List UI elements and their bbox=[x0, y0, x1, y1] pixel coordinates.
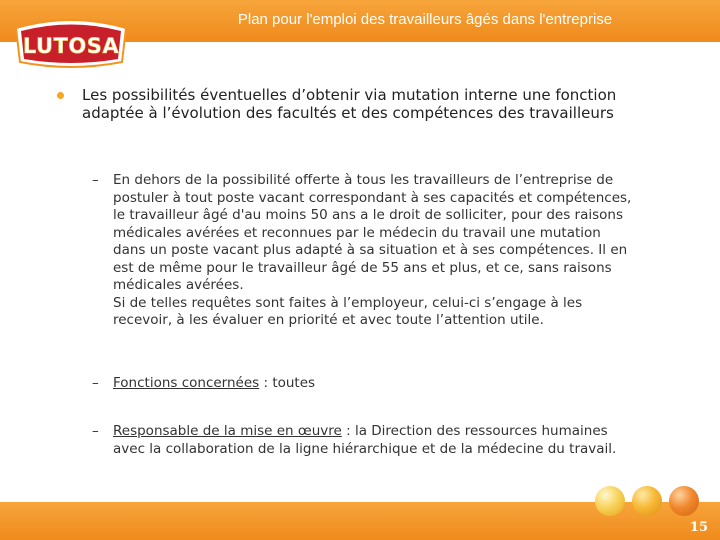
decorative-ball-icon bbox=[595, 486, 625, 516]
dash-marker: – bbox=[92, 172, 99, 188]
decorative-ball-icon bbox=[669, 486, 699, 516]
sub-item-mutation bbox=[113, 172, 633, 330]
sub-item-text: : toutes bbox=[259, 375, 316, 391]
sub-item-fonctions bbox=[113, 375, 633, 393]
decorative-ball-icon bbox=[632, 486, 662, 516]
sub-item-paragraph: Si de telles requêtes sont faites à l’employeur, celui-ci s’engage à les recevoir, à les évaluer en priorité et avec toute l’attention utile. bbox=[113, 294, 583, 328]
page-number: 15 bbox=[689, 520, 708, 535]
sub-item-label: Responsable de la mise en œuvre bbox=[113, 423, 342, 439]
dash-marker: – bbox=[92, 423, 99, 439]
lutosa-logo bbox=[12, 14, 130, 72]
dash-marker: – bbox=[92, 375, 99, 391]
main-bullet-text: Les possibilités éventuelles d’obtenir via mutation interne une fonction adaptée à l’évolution des facultés et des compétences des travailleurs bbox=[82, 86, 617, 122]
slide-title: Plan pour l'emploi des travailleurs âgés dans l'entreprise bbox=[237, 11, 613, 28]
bullet-icon bbox=[57, 92, 64, 99]
sub-item-text: : la Direction des ressources humaines avec la collaboration de la ligne hiérarchique et de la médecine du travail. bbox=[113, 423, 617, 457]
svg-text:LUTOSA: LUTOSA bbox=[22, 34, 120, 58]
sub-item-label: Fonctions concernées bbox=[113, 375, 260, 391]
sub-item-paragraph: En dehors de la possibilité offerte à tous les travailleurs de l’entreprise de postuler à tout poste vacant correspondant à ses capacités et compétences, le travailleur âgé d'au moins 50 ans a le droit de solliciter, pour des raisons médicales avérées et reconnues par le médecin du travail une mutation dans un poste vacant plus adapté à sa situation et à ses compétences. Il en est de même pour le travailleur âgé de 55 ans et plus, et ce, sans raisons médicales avérées. bbox=[113, 172, 632, 293]
sub-item-responsable bbox=[113, 423, 633, 458]
